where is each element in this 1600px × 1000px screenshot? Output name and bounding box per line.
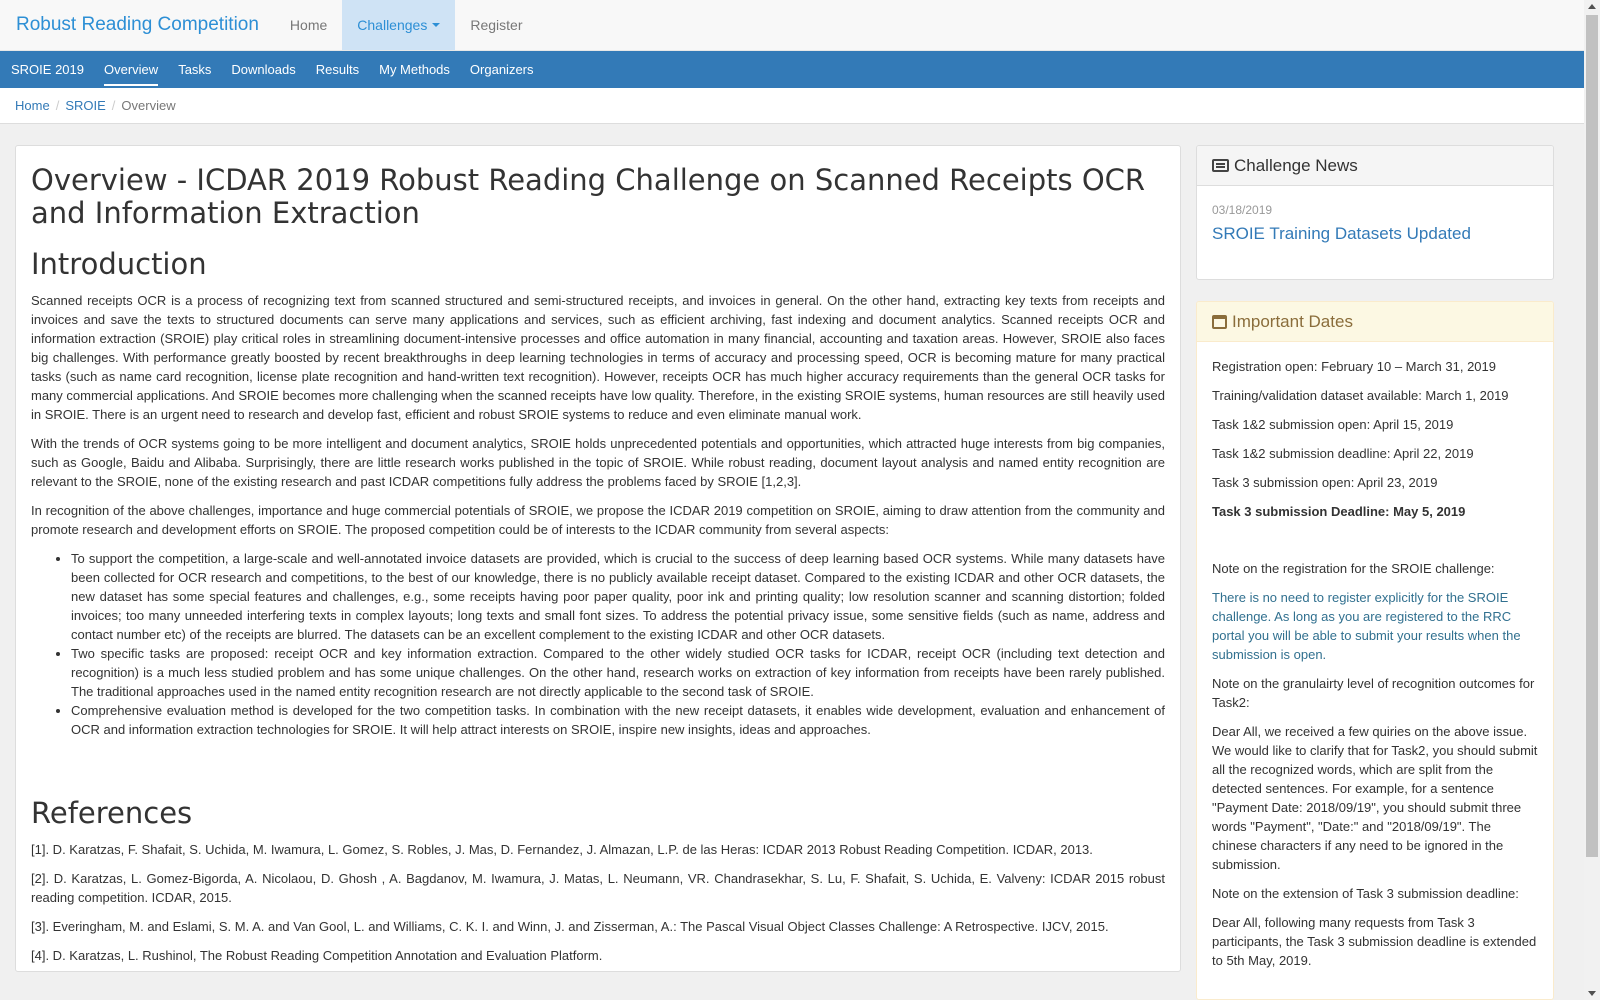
page-title: Overview - ICDAR 2019 Robust Reading Challenge on Scanned Receipts OCR and Information Extraction [31,163,1146,230]
challenge-news-panel [1196,145,1554,280]
breadcrumb-home[interactable]: Home [15,98,50,113]
overview-panel [15,145,1181,972]
registration-note: There is no need to register explicitly for the SROIE challenge. As long as you are registered to the RRC portal you will be able to submit your results when the submission is open. [1212,590,1521,662]
intro-paragraph: Scanned receipts OCR is a process of recognizing text from scanned structured and semi-structured receipts, and invoices in general. On the other hand, extracting key texts from receipts and invoices and save the texts to structured documents can serve many applications and services, such as efficient archiving, fast indexing and document analytics. Scanned receipts OCR and information extraction (SROIE) play critical roles in streamlining document-intensive processes and office automation in many financial, accounting and taxation areas. However, SROIE also faces big challenges. With performance greatly boosted by recent breakthroughs in deep learning technologies in terms of accuracy and processing speed, OCR is becoming mature for many practical tasks (such as name card recognition, license plate recognition and hand-written text recognition). However, receipts OCR has much higher accuracy requirements than the general OCR tasks for many commercial applications. And SROIE becomes more challenging when the scanned receipts have low quality. Therefore, in the existing SROIE systems, human resources are still heavily used in SROIE. There is an urgent need to research and develop fast, efficient and robust SROIE systems to reduce and even eliminate manual work. [31,293,1165,422]
date-item: Task 1&2 submission deadline: April 22, 2019 [1212,446,1474,461]
challenge-news-title: Challenge News [1234,155,1358,175]
page-scrollbar[interactable] [1584,0,1600,1000]
granularity-note: Dear All, we received a few quiries on the above issue. We would like to clarify that for Task2, you should submit all the recognized words, which are split from the detected sentences. For example, for a sentence "Payment Date: 2018/09/19", you should submit three words "Payment", "Date:" and "2018/09/19". The chinese characters if any need to be ignored in the submission. [1212,724,1538,872]
intro-paragraph: With the trends of OCR systems going to be more intelligent and document analytics, SROIE holds unprecedented potentials and opportunities, which attracted huge interests from big companies, such as Google, Baidu and Alibaba. Surprisingly, there are little research works published in the topic of SROIE. While robust reading, document layout analysis and named entity recognition are relevant to the SROIE, none of the existing research and past ICDAR competitions fully address the problems faced by SROIE [1,2,3]. [31,436,1165,489]
scroll-up-icon[interactable] [1588,4,1596,9]
breadcrumb-current: Overview [121,98,176,113]
references-heading: References [31,796,193,830]
reference-item: [4]. D. Karatzas, L. Rushinol, The Robust Reading Competition Annotation and Evaluation Platform. [31,948,603,963]
tab-results[interactable]: Results [315,62,360,77]
nav-register[interactable]: Register [470,17,523,33]
date-item: Training/validation dataset available: March 1, 2019 [1212,388,1509,403]
breadcrumb [0,88,1584,124]
tab-organizers[interactable]: Organizers [469,62,534,77]
tab-overview[interactable]: Overview [94,51,168,88]
tab-downloads[interactable]: Downloads [231,62,296,77]
date-item-deadline: Task 3 submission Deadline: May 5, 2019 [1212,504,1466,519]
list-item: • To support the competition, a large-scale and well-annotated invoice datasets are provided, which is crucial to the success of deep learning based OCR systems. While many datasets have been collected for OCR research and competitions, to the best of our knowledge, there is no publicly available receipt dataset. Compared to the existing ICDAR and other OCR datasets, the new dataset has some special features and challenges, e.g., some receipts having poor paper quality, poor ink and printing quality; low resolution scanner and scanning distortion; folded invoices; too many unneeded interfering texts in complex layouts; long texts and small font sizes. To address the potential privacy issue, some sensitive fields (such as name, address and contact number etc) of the receipts are blurred. The datasets can be an excellent complement to the existing ICDAR and other OCR datasets. [71,549,1165,644]
date-item: Task 3 submission open: April 23, 2019 [1212,475,1438,490]
challenge-label: SROIE 2019 [11,62,84,77]
aspects-list [31,549,1165,739]
spacer [31,749,1165,797]
scroll-down-icon[interactable] [1588,991,1596,996]
note-label: Note on the granulairty level of recognition outcomes for Task2: [1212,676,1535,710]
calendar-icon [1212,315,1227,329]
nav-home[interactable]: Home [289,17,328,33]
date-item: Task 1&2 submission open: April 15, 2019 [1212,417,1454,432]
brand-link[interactable]: Robust Reading Competition [16,14,259,35]
caret-down-icon [432,23,440,27]
newspaper-icon [1212,159,1229,172]
tab-tasks[interactable]: Tasks [178,62,212,77]
breadcrumb-separator: / [55,98,60,113]
reference-item: [1]. D. Karatzas, F. Shafait, S. Uchida, M. Iwamura, L. Gomez, S. Robles, J. Mas, D. Fernandez, J. Almazan, L.P. de las Heras: ICDAR 2013 Robust Reading Competition. ICDAR, 2013. [31,842,1093,857]
date-item: Registration open: February 10 – March 31, 2019 [1212,359,1497,374]
introduction-heading: Introduction [31,247,207,281]
news-date: 03/18/2019 [1212,203,1273,217]
important-dates-panel [1196,301,1554,1000]
challenge-news-header [1197,146,1553,186]
breadcrumb-sroie[interactable]: SROIE [65,98,106,113]
breadcrumb-separator: / [111,98,116,113]
extension-note: Dear All, following many requests from Task 3 participants, the Task 3 submission deadline is extended to 5th May, 2019. [1212,915,1537,968]
note-label: Note on the extension of Task 3 submission deadline: [1212,886,1519,901]
list-item: • Comprehensive evaluation method is developed for the two competition tasks. In combination with the new receipt datasets, it enables wide development, evaluation and enhancement of OCR and information extraction technologies for SROIE. It will help attract interests on SROIE, inspire new insights, ideas and approaches. [71,701,1165,739]
news-link[interactable]: SROIE Training Datasets Updated [1212,224,1471,243]
important-dates-title: Important Dates [1232,311,1353,331]
list-item: • Two specific tasks are proposed: receipt OCR and key information extraction. Compared to the other widely studied OCR tasks for ICDAR, receipt OCR (including text detection and recognition) is a much less studied problem and has some unique challenges. On the other hand, research works on extraction of key information from receipts have been rarely published. The traditional approaches used in the named entity recognition research are not directly applicable to the second task of SROIE. [71,644,1165,701]
reference-item: [2]. D. Karatzas, L. Gomez-Bigorda, A. Nicolaou, D. Ghosh , A. Bagdanov, M. Iwamura, J. Matas, L. Neumann, VR. Chandrasekhar, S. Lu, F. Shafait, S. Uchida, E. Valveny: ICDAR 2015 robust reading competition. ICDAR, 2015. [31,871,1165,905]
intro-paragraph: In recognition of the above challenges, importance and huge commercial potentials of SROIE, we propose the ICDAR 2019 competition on SROIE, aiming to draw attention from the community and promote research and development efforts on SROIE. The proposed competition could be of interests to the ICDAR community from several aspects: [31,503,1165,537]
top-navbar [0,0,1584,51]
nav-challenges-dropdown[interactable] [342,0,455,50]
scroll-thumb[interactable] [1586,15,1598,857]
note-label: Note on the registration for the SROIE challenge: [1212,561,1495,576]
reference-item: [3]. Everingham, M. and Eslami, S. M. A. and Van Gool, L. and Williams, C. K. I. and Winn, J. and Zisserman, A.: The Pascal Visual Object Classes Challenge: A Retrospective. IJCV, 2015. [31,919,1109,934]
tab-my-methods[interactable]: My Methods [379,62,450,77]
important-dates-header [1197,302,1553,342]
nav-challenges-label: Challenges [357,17,428,33]
challenge-subnav [0,51,1584,88]
